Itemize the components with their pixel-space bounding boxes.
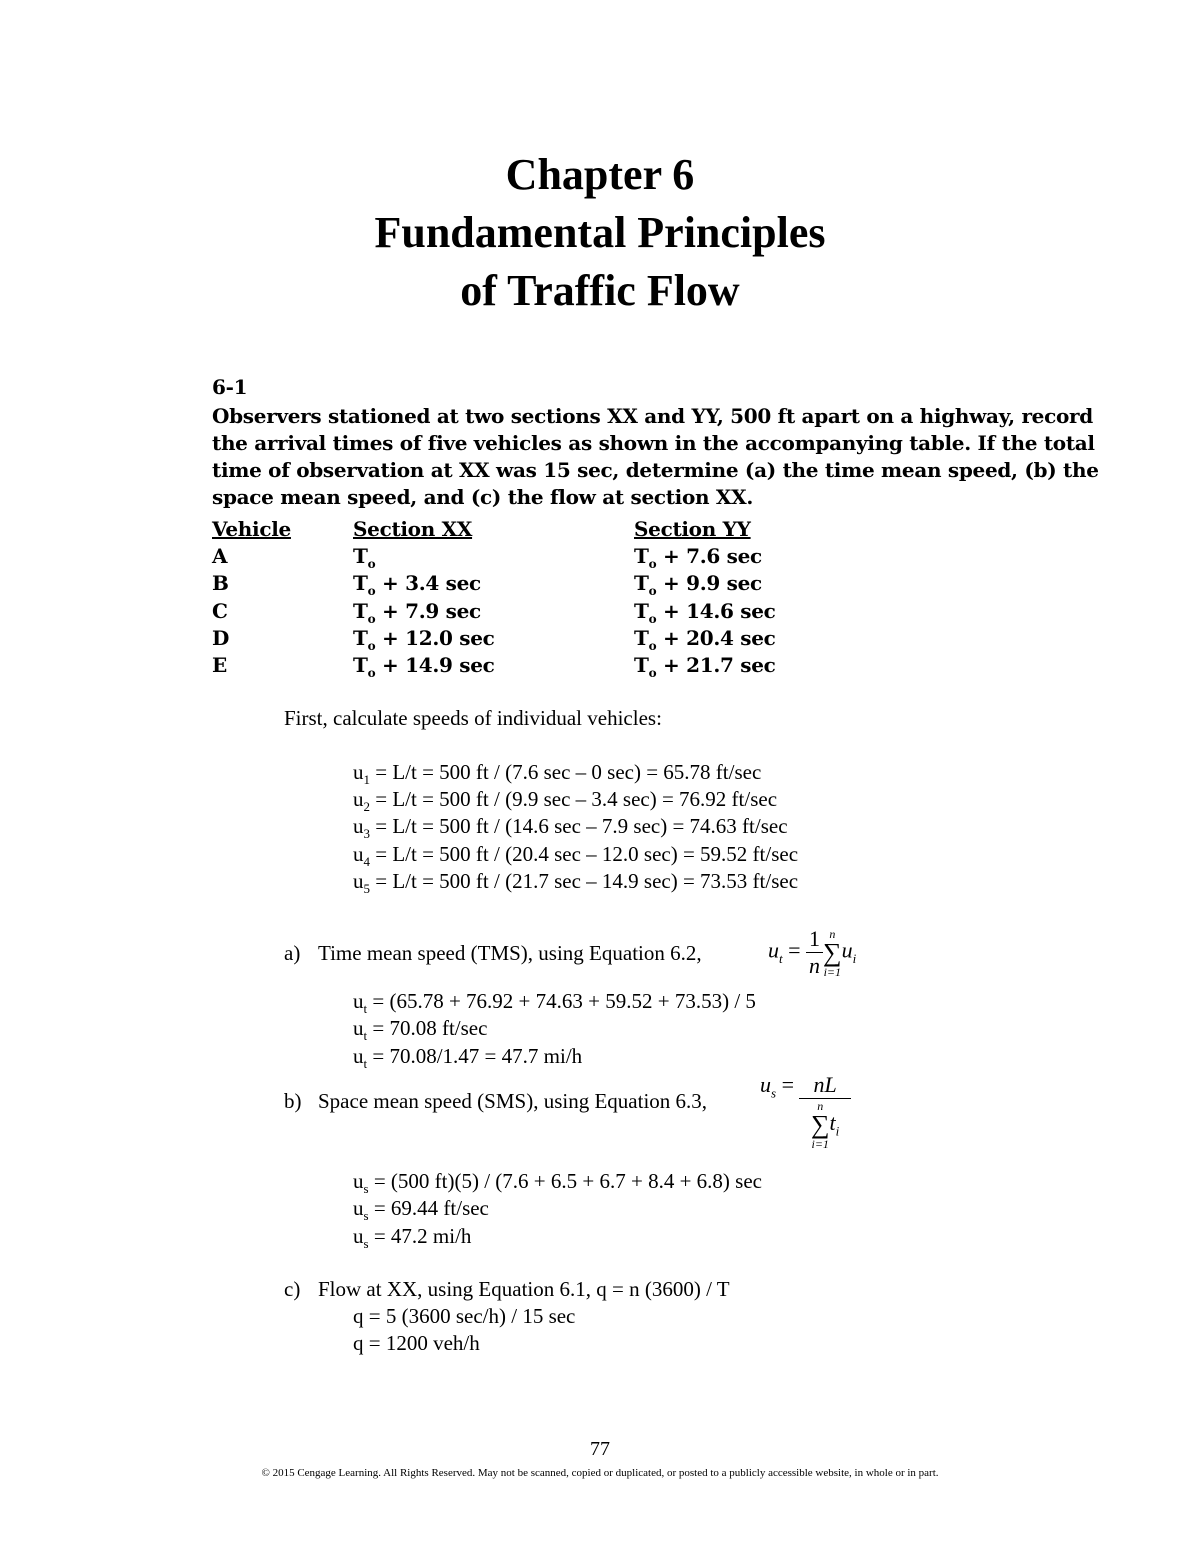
problem-text-line: the arrival times of five vehicles as shown in the accompanying table. If the total: [212, 431, 1095, 455]
table-cell-section-yy: $T_o + 9.9$ sec: [634, 571, 762, 599]
page-number: 77: [590, 1438, 610, 1460]
table-cell-section-yy: $T_o + 20.4$ sec: [634, 625, 776, 653]
copyright-footer: © 2015 Cengage Learning. All Rights Reserved. May not be scanned, copied or duplicated, or posted to a publicly accessible website, in whole or in part.: [261, 1467, 939, 1479]
problem-text-line: time of observation at XX was 15 sec, determine (a) the time mean speed, (b) the: [212, 458, 1099, 482]
table-cell-section-xx: $T_o$: [353, 544, 376, 571]
chapter-title: Chapter 6: [505, 150, 695, 199]
chapter-subtitle-line2: of Traffic Flow: [460, 266, 740, 315]
part-c-line: q = 5 (3600 sec/h) / 15 sec: [353, 1304, 576, 1328]
part-b-line: $u_s = 69.44$ ft/sec: [353, 1196, 489, 1224]
part-a-line: $u_t = (65.78 + 76.92 + 74.63 + 59.52 + 73.53) / 5$: [353, 989, 756, 1017]
part-a-line: $u_t = 70.08$ ft/sec: [353, 1016, 488, 1044]
speed-line: $u_5 = L/t = 500$ ft / (21.7 sec – 14.9 sec) = 73.53 ft/sec: [353, 868, 799, 896]
part-b-label: b): [284, 1089, 302, 1113]
table-header-section-yy: Section YY: [634, 517, 751, 541]
part-c-label: c): [284, 1277, 301, 1301]
speed-line: $u_1 = L/t = 500$ ft / (7.6 sec – 0 sec) = 65.78 ft/sec: [353, 760, 762, 788]
table-cell-vehicle: C: [212, 598, 228, 623]
part-a-text: Time mean speed (TMS), using Equation 6.2,: [318, 941, 702, 965]
table-cell-section-yy: $T_o + 14.6$ sec: [634, 598, 776, 626]
table-cell-section-yy: $T_o + 7.6$ sec: [634, 544, 762, 571]
chapter-subtitle-line1: Fundamental Principles: [374, 208, 826, 257]
part-a-line: $u_t = 70.08/1.47 = 47.7$ mi/h: [353, 1043, 583, 1071]
problem-text-line: space mean speed, and (c) the flow at section XX.: [212, 485, 754, 509]
solution-intro: First, calculate speeds of individual vehicles:: [284, 706, 662, 730]
table-cell-section-xx: $T_o + 14.9$ sec: [353, 653, 495, 681]
table-cell-section-xx: $T_o + 12.0$ sec: [353, 625, 495, 653]
problem-number: 6-1: [212, 375, 248, 399]
speed-line: $u_3 = L/t = 500$ ft / (14.6 sec – 7.9 sec) = 74.63 ft/sec: [353, 814, 788, 842]
table-cell-vehicle: D: [212, 625, 230, 650]
table-cell-vehicle: A: [212, 544, 228, 568]
speed-line: $u_2 = L/t = 500$ ft / (9.9 sec – 3.4 sec) = 76.92 ft/sec: [353, 787, 778, 815]
speed-line: $u_4 = L/t = 500$ ft / (20.4 sec – 12.0 sec) = 59.52 ft/sec: [353, 841, 799, 869]
tms-equation: $u_t$ = $\frac{1}{n}$ n ∑ i=1 $u_i$: [768, 926, 857, 979]
sms-equation: $u_s$ = nL n ∑ i=1 $t_i$: [760, 1072, 851, 1151]
table-header-vehicle: Vehicle: [212, 517, 291, 541]
part-a-label: a): [284, 941, 301, 965]
table-cell-section-xx: $T_o + 7.9$ sec: [353, 598, 481, 626]
part-b-line: $u_s = (500$ ft)(5) / (7.6 + 6.5 + 6.7 + 8.4 + 6.8) sec: [353, 1169, 762, 1197]
table-cell-section-xx: $T_o + 3.4$ sec: [353, 571, 481, 599]
part-b-line: $u_s = 47.2$ mi/h: [353, 1223, 472, 1251]
part-c-text: Flow at XX, using Equation 6.1, q = n (3600) / T: [318, 1277, 730, 1301]
table-cell-vehicle: B: [212, 571, 229, 596]
table-cell-section-yy: $T_o + 21.7$ sec: [634, 653, 776, 681]
part-b-text: Space mean speed (SMS), using Equation 6.3,: [318, 1089, 708, 1113]
part-a-heading: [318, 940, 702, 967]
table-header-section-xx: Section XX: [353, 517, 473, 541]
problem-text-line: Observers stationed at two sections XX and YY, 500 ft apart on a highway, record: [212, 404, 1093, 428]
part-c-line: q = 1200 veh/h: [353, 1331, 480, 1355]
table-cell-vehicle: E: [212, 653, 227, 678]
